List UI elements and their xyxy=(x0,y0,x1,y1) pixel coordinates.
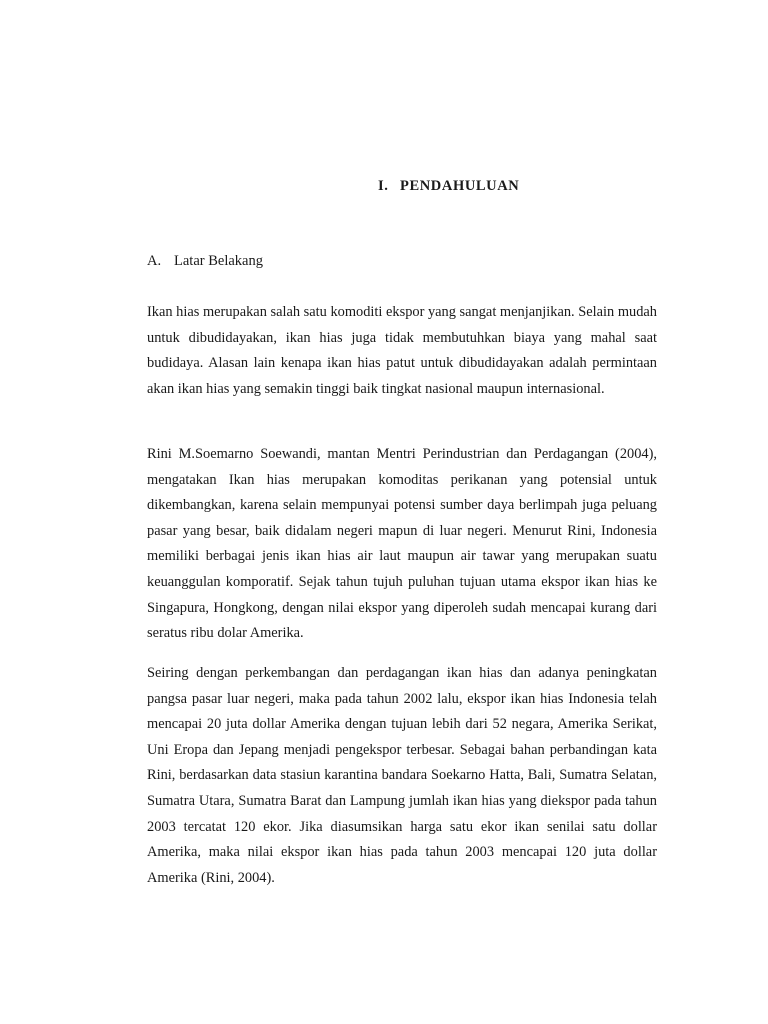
chapter-number: I. xyxy=(378,178,389,194)
section-letter: A. xyxy=(147,253,162,269)
paragraph-3: Seiring dengan perkembangan dan perdagangan ikan hias dan adanya peningkatan pangsa pasar luar negeri, maka pada tahun 2002 lalu, ekspor ikan hias Indonesia telah mencapai 20 juta dollar Amerika dengan tujuan lebih dari 52 negara, Amerika Serikat, Uni Eropa dan Jepang menjadi pengekspor terbesar. Sebagai bahan perbandingan kata Rini, berdasarkan data stasiun karantina bandara Soekarno Hatta, Bali, Sumatra Selatan, Sumatra Utara, Sumatra Barat dan Lampung jumlah ikan hias yang diekspor pada tahun 2003 tercatat 120 ekor. Jika diasumsikan harga satu ekor ikan senilai satu dollar Amerika, maka nilai ekspor ikan hias pada tahun 2003 mencapai 120 juta dollar Amerika (Rini, 2004). xyxy=(147,665,657,886)
section-title-text: Latar Belakang xyxy=(174,253,263,269)
section-heading xyxy=(147,253,263,270)
paragraph-1: Ikan hias merupakan salah satu komoditi ekspor yang sangat menjanjikan. Selain mudah untuk dibudidayakan, ikan hias juga tidak membutuhkan biaya yang mahal saat budidaya. Alasan lain kenapa ikan hias patut untuk dibudidayakan adalah permintaan akan ikan hias yang semakin tinggi baik tingkat nasional maupun internasional. xyxy=(147,304,657,397)
chapter-title xyxy=(378,178,519,195)
chapter-title-text: PENDAHULUAN xyxy=(400,178,520,194)
paragraph-2: Rini M.Soemarno Soewandi, mantan Mentri Perindustrian dan Perdagangan (2004), mengatakan Ikan hias merupakan komoditas perikanan yang potensial untuk dikembangkan, karena selain mempunyai potensi sumber daya berlimpah juga peluang pasar yang besar, baik didalam negeri mapun di luar negeri. Menurut Rini, Indonesia memiliki berbagai jenis ikan hias air laut maupun air tawar yang merupakan suatu keuanggulan komporatif. Sejak tahun tujuh puluhan tujuan utama ekspor ikan hias ke Singapura, Hongkong, dengan nilai ekspor yang diperoleh sudah mencapai kurang dari seratus ribu dolar Amerika. xyxy=(147,446,657,642)
